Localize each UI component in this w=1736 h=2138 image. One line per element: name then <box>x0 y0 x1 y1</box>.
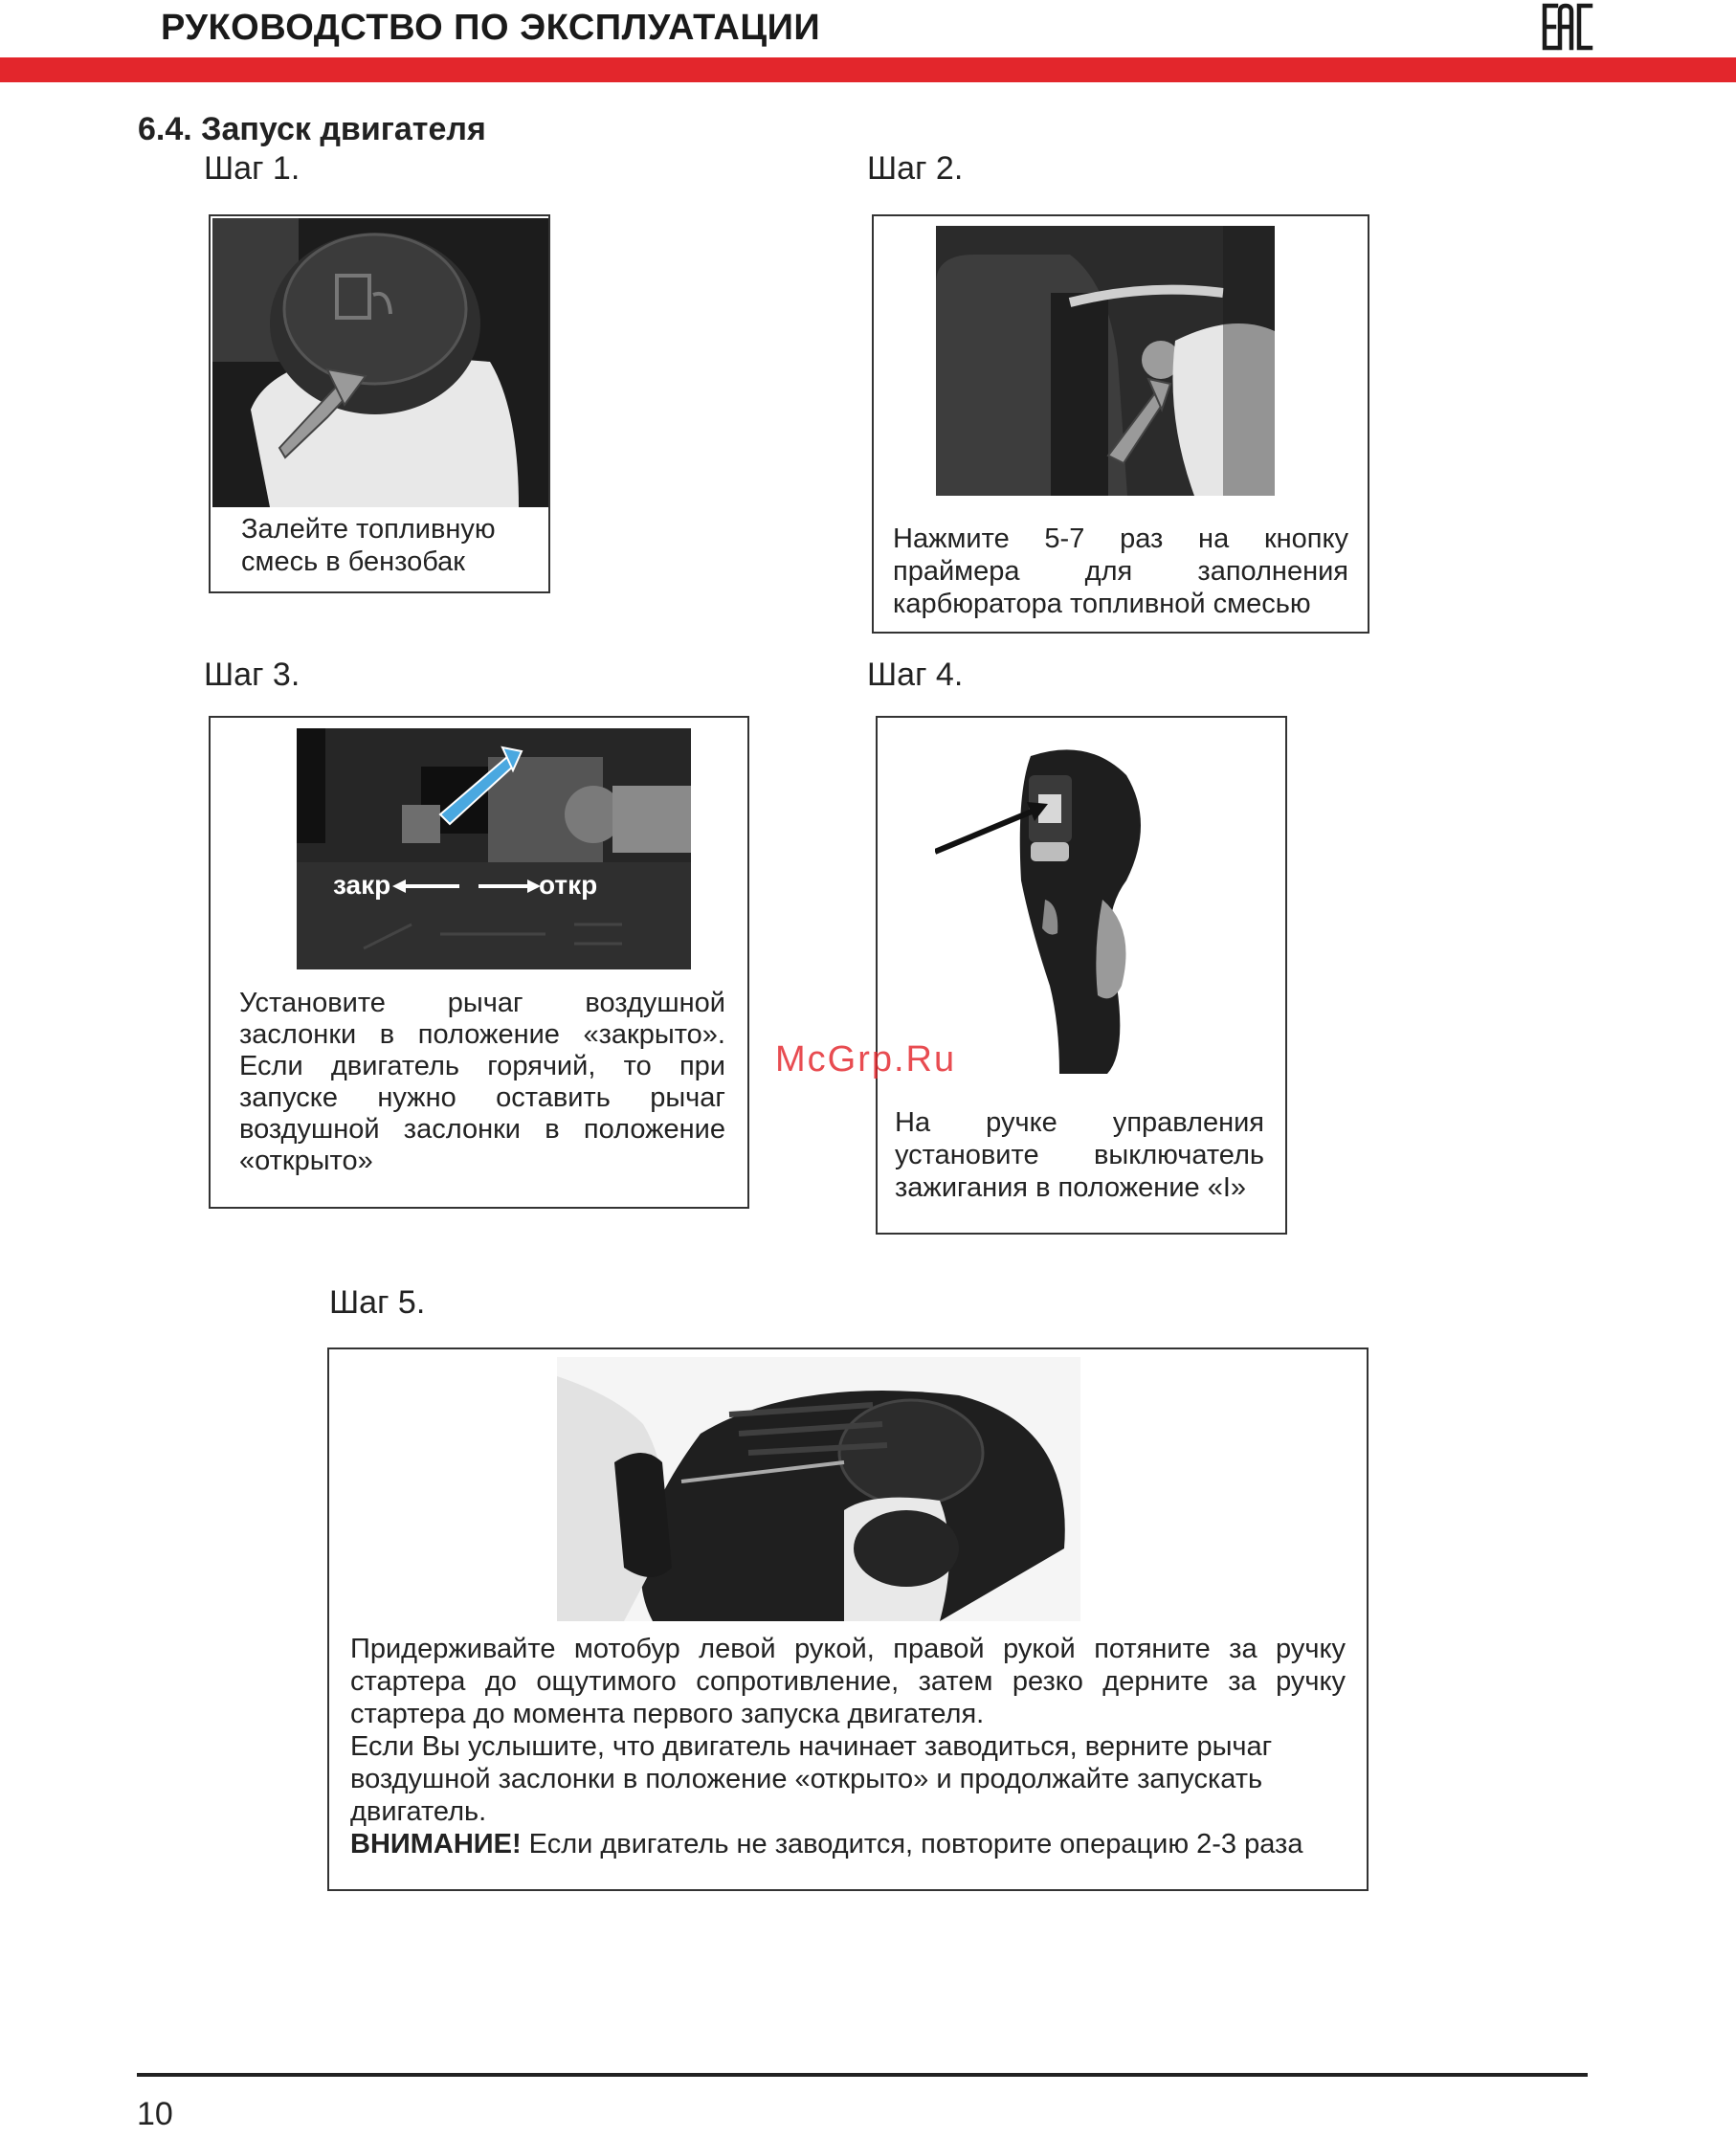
step-4-caption: На ручке управления установите выключатель зажигания в положение «I» <box>895 1107 1264 1203</box>
section-title: 6.4. Запуск двигателя <box>138 111 486 147</box>
step-5-box <box>327 1347 1369 1891</box>
step-3-label: Шаг 3. <box>204 657 300 693</box>
step-4-label: Шаг 4. <box>867 657 964 693</box>
header-title: РУКОВОДСТВО ПО ЭКСПЛУАТАЦИИ <box>161 8 821 48</box>
step-1-label: Шаг 1. <box>204 150 300 187</box>
step-3-box <box>209 716 749 1209</box>
step-3-caption: Установите рычаг воздушной заслонки в положение «закрыто». Если двигатель горячий, то при запуске нужно оставить рычаг воздушной заслонки в положение «открыто» <box>239 988 725 1176</box>
primer-button-photo <box>936 226 1275 496</box>
starter-pull-photo <box>557 1357 1080 1621</box>
step-2-label: Шаг 2. <box>867 150 964 187</box>
step-4-box <box>876 716 1287 1235</box>
step-2-box <box>872 214 1369 634</box>
control-handle-photo <box>935 737 1155 1074</box>
warning-text: Если двигатель не заводится, повторите операцию 2-3 раза <box>521 1829 1303 1860</box>
step-5-warning <box>350 1828 1346 1860</box>
header-accent-bar <box>0 57 1736 82</box>
step-1-box <box>209 214 550 593</box>
step-5-instructions: Придерживайте мотобур левой рукой, правой рукой потяните за ручку стартера до ощутимого сопротивление, затем резко дерните за ручку стартера до момента первого запуска двигателя. <box>350 1634 1346 1729</box>
page-number: 10 <box>137 2096 173 2132</box>
footer-rule <box>137 2073 1588 2077</box>
watermark-text: McGrp.Ru <box>775 1039 957 1080</box>
step-1-caption: Залейте топливную смесь в бензобак <box>241 514 496 577</box>
warning-label: ВНИМАНИЕ! <box>350 1829 522 1860</box>
eac-mark-logo <box>1541 2 1594 52</box>
choke-closed-label: закр <box>333 870 391 900</box>
step-2-caption: Нажмите 5-7 раз на кнопку праймера для заполнения карбюратора топливной смесью <box>893 523 1348 619</box>
choke-lever-photo <box>297 728 691 969</box>
fuel-cap-photo <box>212 218 548 507</box>
step-5-note: Если Вы услышите, что двигатель начинает заводиться, верните рычаг воздушной заслонки в положение «открыто» и продолжайте запускать двигатель. <box>350 1731 1273 1827</box>
step-5-label: Шаг 5. <box>329 1284 426 1321</box>
choke-open-label: откр <box>539 870 598 900</box>
